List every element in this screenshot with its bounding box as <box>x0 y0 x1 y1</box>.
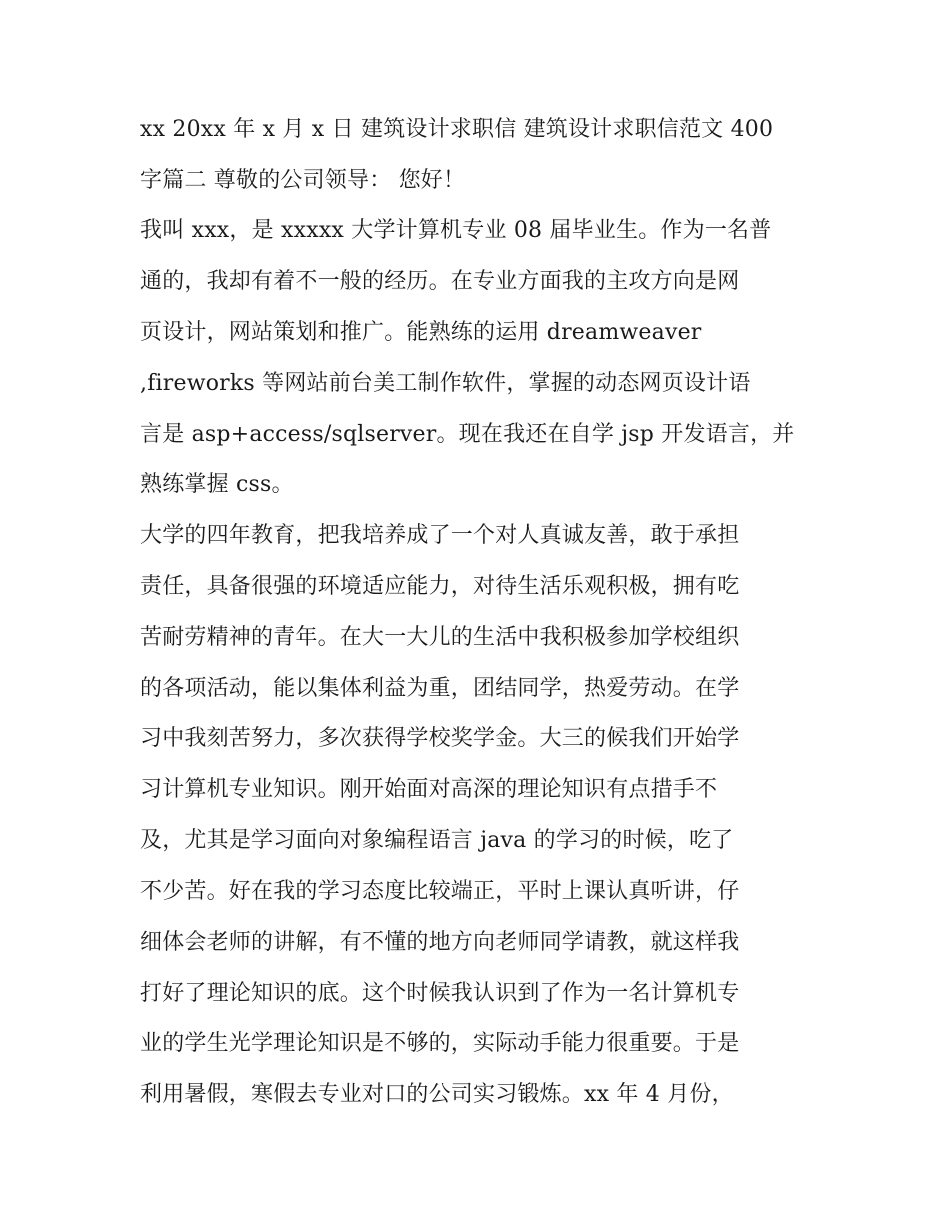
text-line: 利用暑假，寒假去专业对口的公司实习锻炼。xx 年 4 月份， <box>140 1082 734 1107</box>
text-line: 习中我刻苦努力，多次获得学校奖学金。大三的候我们开始学 <box>140 726 740 751</box>
text-line: 责任，具备很强的环境适应能力，对待生活乐观积极，拥有吃 <box>140 574 740 599</box>
text-line: 细体会老师的讲解，有不懂的地方向老师同学请教，就这样我 <box>140 930 740 955</box>
text-line: 我叫 xxx，是 xxxxx 大学计算机专业 08 届毕业生。作为一名普 <box>140 218 772 243</box>
text-line: 页设计，网站策划和推广。能熟练的运用 dreamweaver <box>140 320 702 345</box>
text-line: 的各项活动，能以集体利益为重，团结同学，热爱劳动。在学 <box>140 676 740 701</box>
text-line: 通的，我却有着不一般的经历。在专业方面我的主攻方向是网 <box>140 269 740 294</box>
text-line: ,fireworks 等网站前台美工制作软件，掌握的动态网页设计语 <box>140 371 751 396</box>
text-line: 大学的四年教育，把我培养成了一个对人真诚友善，敢于承担 <box>140 523 740 548</box>
text-line: 业的学生光学理论知识是不够的，实际动手能力很重要。于是 <box>140 1031 740 1056</box>
text-line: 字篇二 尊敬的公司领导： 您好！ <box>140 168 466 193</box>
text-line: 习计算机专业知识。刚开始面对高深的理论知识有点措手不 <box>140 777 718 802</box>
text-line: 言是 asp+access/sqlserver。现在我还在自学 jsp 开发语言，并 <box>140 422 795 447</box>
text-line: 熟练掌握 css。 <box>140 472 294 497</box>
text-line: 苦耐劳精神的青年。在大一大儿的生活中我积极参加学校组织 <box>140 625 740 650</box>
text-line: xx 20xx 年 x 月 x 日 建筑设计求职信 建筑设计求职信范文 400 <box>140 117 774 142</box>
text-line: 及，尤其是学习面向对象编程语言 java 的学习的时候，吃了 <box>140 828 734 853</box>
text-line: 不少苦。好在我的学习态度比较端正，平时上课认真听讲，仔 <box>140 879 740 904</box>
text-line: 打好了理论知识的底。这个时候我认识到了作为一名计算机专 <box>140 981 740 1006</box>
